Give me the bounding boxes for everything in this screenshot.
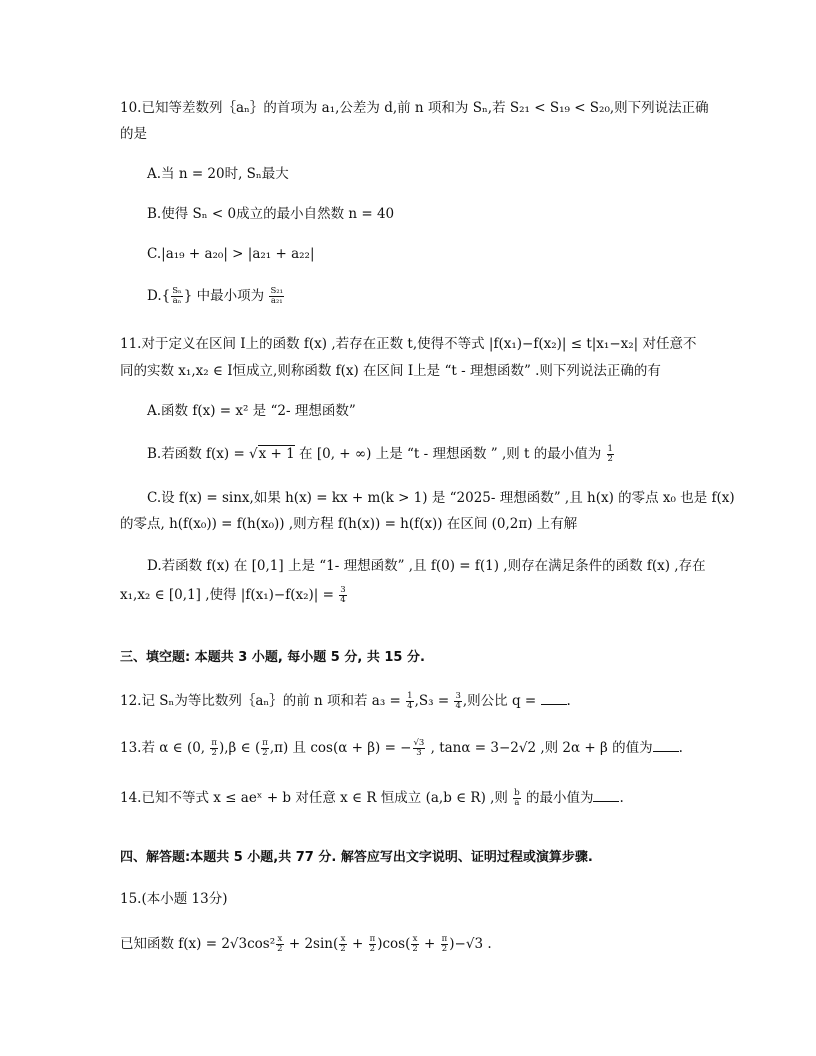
q13-line: 13.若 α ∈ (0, $\frac{\pi}{2}$ ),β ∈ ( $\frac{\pi}{2}$ ,π) 且 cos(α + β) = − $\frac{√3}{3}$ , tanα = 3−2√2 ,则 2α + β 的值为 . — [120, 738, 683, 758]
q15-fraction-4: $\frac{x}{2}$ — [412, 934, 418, 954]
q10-option-d: D.{ $\frac{\text{Sₙ}}{\text{aₙ}}$ } 中最小项为 $\frac{\text{S₂₁}}{\text{a₂₁}}$ — [147, 286, 284, 306]
q15-fraction-3: $\frac{\pi}{2}$ — [369, 934, 376, 954]
q10-option-a: A.当 n = 20时, Sₙ最大 — [147, 166, 289, 182]
q10-option-b: B.使得 Sₙ < 0成立的最小自然数 n = 40 — [147, 206, 395, 222]
q13-answer-blank — [653, 739, 679, 752]
q14-answer-blank — [593, 789, 619, 802]
section-3-heading: 三、填空题: 本题共 3 小题, 每小题 5 分, 共 15 分. — [120, 650, 425, 665]
q15-fraction-1: $\frac{x}{2}$ — [277, 934, 283, 954]
q11-option-d-line2: x₁,x₂ ∈ [0,1] ,使得 |f(x₁)−f(x₂)| = $\frac{3}{4}$ — [120, 585, 346, 605]
q15-title: 15.(本小题 13分) — [120, 891, 228, 907]
q11-option-c-line1: C.设 f(x) = sinx,如果 h(x) = kx + m(k > 1) 是 “2025- 理想函数” ,且 h(x) 的零点 x₀ 也是 f(x) — [147, 490, 735, 506]
q12-answer-blank — [541, 692, 567, 705]
q10-d-prefix: D. — [147, 288, 162, 304]
q15-fraction-5: $\frac{\pi}{2}$ — [441, 934, 448, 954]
q13-fraction-1: $\frac{\pi}{2}$ — [211, 738, 217, 758]
q12-fraction-2: $\frac{3}{4}$ — [455, 691, 461, 711]
q14-fraction: $\frac{b}{a}$ — [514, 788, 520, 808]
q12-line: 12.记 Sₙ为等比数列｛aₙ｝的前 n 项和若 a₃ = $\frac{1}{4}$ ,S₃ = $\frac{3}{4}$ ,则公比 q = . — [120, 691, 571, 711]
q11-stem-line2: 同的实数 x₁,x₂ ∈ I恒成立,则称函数 f(x) 在区间 I上是 “t - 理想函数” .则下列说法正确的有 — [120, 363, 661, 379]
q11-stem-line1: 11.对于定义在区间 I上的函数 f(x) ,若存在正数 t,使得不等式 |f(x₁)−f(x₂)| ≤ t|x₁−x₂| 对任意不 — [120, 336, 697, 352]
q11-option-c-line2: 的零点, h(f(x₀)) = f(h(x₀)) ,则方程 f(h(x)) = h(f(x)) 在区间 (0,2π) 上有解 — [120, 516, 578, 532]
q14-line: 14.已知不等式 x ≤ aeˣ + b 对任意 x ∈ R 恒成立 (a,b ∈ R) ,则 $\frac{b}{a}$ 的最小值为 . — [120, 788, 624, 808]
q12-fraction-1: $\frac{1}{4}$ — [407, 691, 413, 711]
q15-fraction-2: $\frac{x}{2}$ — [340, 934, 346, 954]
q11-option-d-line1: D.若函数 f(x) 在 [0,1] 上是 “1- 理想函数” ,且 f(0) = f(1) ,则存在满足条件的函数 f(x) ,存在 — [147, 558, 706, 574]
q13-fraction-2: $\frac{\pi}{2}$ — [262, 738, 268, 758]
q10-stem-line2: 的是 — [120, 126, 147, 142]
q11-b-radicand: x + 1 — [258, 446, 295, 462]
q11-option-a: A.函数 f(x) = x² 是 “2- 理想函数” — [147, 403, 356, 419]
section-4-heading: 四、解答题:本题共 5 小题,共 77 分. 解答应写出文字说明、证明过程或演算步骤. — [120, 850, 593, 865]
q11-b-fraction: $\frac{1}{2}$ — [607, 444, 613, 464]
q10-d-fraction: $\frac{\text{S₂₁}}{\text{a₂₁}}$ — [270, 286, 284, 306]
q10-d-mid: 中最小项为 — [192, 288, 269, 304]
q11-d-fraction: $\frac{3}{4}$ — [340, 585, 346, 605]
q10-d-brace-fraction: $\frac{\text{Sₙ}}{\text{aₙ}}$ — [172, 286, 182, 306]
q11-option-b: B.若函数 f(x) = √x + 1 在 [0, + ∞) 上是 “t - 理想函数 ” ,则 t 的最小值为 $\frac{1}{2}$ — [147, 444, 613, 464]
q13-fraction-3: $\frac{√3}{3}$ — [413, 738, 425, 758]
q10-option-c: C.|a₁₉ + a₂₀| > |a₂₁ + a₂₂| — [147, 246, 315, 262]
q10-stem-line1: 10.已知等差数列｛aₙ｝的首项为 a₁,公差为 d,前 n 项和为 Sₙ,若 S₂₁ < S₁₉ < S₂₀,则下列说法正确 — [120, 100, 709, 116]
q15-function-line: 已知函数 f(x) = 2√3cos² $\frac{x}{2}$ + 2sin( $\frac{x}{2}$ + $\frac{\pi}{2}$ )cos( $\frac{x}{2}$ + $\frac{\pi}{2}$ )−√3 . — [120, 934, 492, 954]
